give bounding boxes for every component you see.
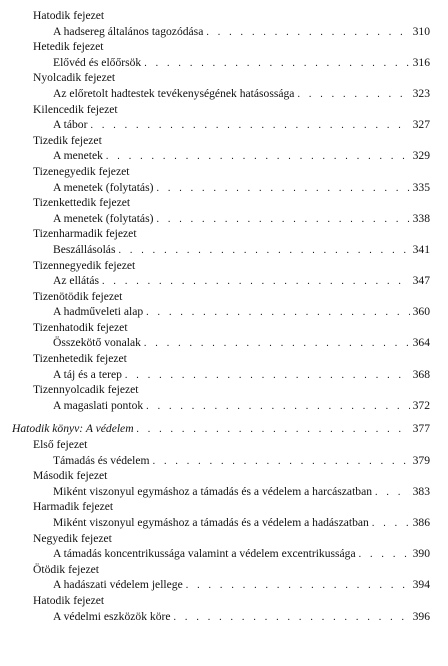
page-number: 377 — [412, 422, 430, 436]
toc-section — [0, 70, 448, 101]
chapter-heading: Kilencedik fejezet — [33, 102, 118, 116]
dot-leader — [146, 305, 409, 321]
chapter-heading: Tizennegyedik fejezet — [33, 258, 136, 272]
entry-title: A menetek — [53, 149, 103, 163]
dot-leader — [144, 56, 409, 72]
dot-leader — [125, 368, 410, 384]
toc-section — [0, 593, 448, 624]
page-number: 316 — [412, 55, 430, 69]
dot-leader — [186, 578, 410, 594]
entry-title: A táj és a terep — [53, 367, 122, 381]
entry-title: Összekötő vonalak — [53, 336, 141, 350]
page-number: 396 — [412, 609, 430, 623]
toc-section — [0, 351, 448, 382]
chapter-heading: Tizenegyedik fejezet — [33, 164, 130, 178]
entry-title: A menetek (folytatás) — [53, 180, 154, 194]
chapter-heading: Első fejezet — [33, 438, 88, 452]
toc-section — [0, 382, 448, 413]
page-number: 368 — [412, 367, 430, 381]
page-number: 383 — [412, 484, 430, 498]
toc-section — [0, 531, 448, 562]
dot-leader — [297, 87, 409, 103]
page-number: 386 — [412, 516, 430, 529]
chapter-heading: Tizenhatodik fejezet — [33, 320, 128, 334]
toc-section — [0, 258, 448, 289]
chapter-heading: Tizenkettedik fejezet — [33, 196, 131, 210]
table-of-contents — [0, 8, 448, 624]
entry-title: A magaslati pontok — [53, 398, 144, 412]
entry-title: A védelmi eszközök köre — [53, 609, 171, 623]
dot-leader — [206, 25, 409, 41]
toc-entry[interactable] — [0, 515, 448, 531]
entry-title: A tábor — [53, 118, 88, 132]
page-number: 338 — [412, 211, 430, 225]
toc-entry[interactable] — [0, 242, 448, 258]
toc-entry[interactable] — [0, 304, 448, 320]
toc-entry[interactable] — [0, 273, 448, 289]
toc-entry[interactable] — [0, 180, 448, 196]
page-number: 323 — [412, 86, 430, 100]
page-number: 372 — [412, 398, 430, 412]
dot-leader — [372, 516, 410, 532]
toc-entry[interactable] — [0, 453, 448, 469]
dot-leader — [102, 274, 410, 290]
section-gap — [0, 413, 448, 421]
chapter-heading: Ötödik fejezet — [33, 562, 99, 576]
entry-title: Miként viszonyul egymáshoz a támadás és a védelem a hadászatban — [53, 516, 369, 529]
toc-entry[interactable] — [0, 546, 448, 562]
entry-title: Az előretolt hadtestek tevékenységének hatásossága — [53, 86, 295, 100]
chapter-heading: Negyedik fejezet — [33, 531, 112, 545]
chapter-heading: Hetedik fejezet — [33, 40, 104, 54]
dot-leader — [174, 610, 410, 626]
dot-leader — [375, 485, 410, 501]
toc-entry[interactable] — [0, 211, 448, 227]
dot-leader — [118, 243, 409, 259]
page-number: 390 — [412, 547, 430, 561]
toc-section — [0, 437, 448, 468]
toc-section — [0, 195, 448, 226]
toc-entry[interactable] — [0, 367, 448, 383]
dot-leader — [359, 547, 410, 563]
page-number: 329 — [412, 149, 430, 163]
dot-leader — [106, 149, 410, 165]
dot-leader — [146, 399, 409, 415]
chapter-heading: Hatodik fejezet — [33, 593, 105, 607]
page-number: 310 — [412, 24, 430, 38]
entry-title: Támadás és védelem — [53, 453, 150, 467]
dot-leader — [153, 454, 410, 470]
page-number: 360 — [412, 305, 430, 319]
entry-title: A hadsereg általános tagozódása — [53, 24, 204, 38]
toc-entry[interactable] — [0, 86, 448, 102]
dot-leader — [156, 212, 409, 228]
dot-leader — [137, 422, 410, 438]
chapter-heading: Tizedik fejezet — [33, 133, 102, 147]
toc-section — [0, 8, 448, 39]
toc-section — [0, 289, 448, 320]
toc-section — [0, 102, 448, 133]
dot-leader — [90, 118, 409, 134]
entry-title: A menetek (folytatás) — [53, 211, 154, 225]
entry-title: Az ellátás — [53, 274, 100, 288]
toc-section — [0, 562, 448, 593]
dot-leader — [156, 181, 409, 197]
toc-entry[interactable] — [0, 335, 448, 351]
chapter-heading: Nyolcadik fejezet — [33, 71, 116, 85]
toc-section — [0, 133, 448, 164]
entry-title: A hadműveleti alap — [53, 305, 144, 319]
toc-section — [0, 320, 448, 351]
toc-section — [0, 499, 448, 530]
toc-section — [0, 468, 448, 499]
toc-section — [0, 226, 448, 257]
chapter-heading: Tizenhetedik fejezet — [33, 352, 127, 366]
page-number: 335 — [412, 180, 430, 194]
dot-leader — [144, 336, 410, 352]
entry-title: A támadás koncentrikussága valamint a védelem excentrikussága — [53, 547, 356, 561]
toc-entry[interactable] — [0, 609, 448, 625]
entry-title: A hadászati védelem jellege — [53, 578, 183, 592]
entry-title: Elővéd és előőrsök — [53, 55, 142, 69]
entry-title: Miként viszonyul egymáshoz a támadás és a védelem a harcászatban — [53, 484, 373, 498]
toc-entry[interactable] — [0, 55, 448, 71]
toc-entry[interactable] — [0, 24, 448, 40]
page-number: 347 — [412, 274, 430, 288]
toc-entry[interactable] — [0, 398, 448, 414]
book-heading[interactable] — [0, 421, 448, 437]
chapter-heading: Tizenharmadik fejezet — [33, 227, 137, 241]
page-number: 364 — [412, 336, 430, 350]
toc-entry[interactable] — [0, 148, 448, 164]
toc-entry[interactable] — [0, 484, 448, 500]
chapter-heading: Második fejezet — [33, 469, 108, 483]
toc-entry[interactable] — [0, 117, 448, 133]
book-title: Hatodik könyv: A védelem — [12, 422, 134, 436]
chapter-heading: Harmadik fejezet — [33, 500, 114, 514]
page-number: 327 — [412, 118, 430, 132]
toc-entry[interactable] — [0, 577, 448, 593]
chapter-heading: Hatodik fejezet — [33, 9, 105, 22]
entry-title: Beszállásolás — [53, 242, 116, 256]
chapter-heading: Tizennyolcadik fejezet — [33, 383, 139, 397]
toc-section — [0, 164, 448, 195]
page-number: 341 — [412, 242, 430, 256]
page-number: 394 — [412, 578, 430, 592]
toc-section — [0, 39, 448, 70]
page-number: 379 — [412, 453, 430, 467]
chapter-heading: Tizenötödik fejezet — [33, 289, 123, 303]
